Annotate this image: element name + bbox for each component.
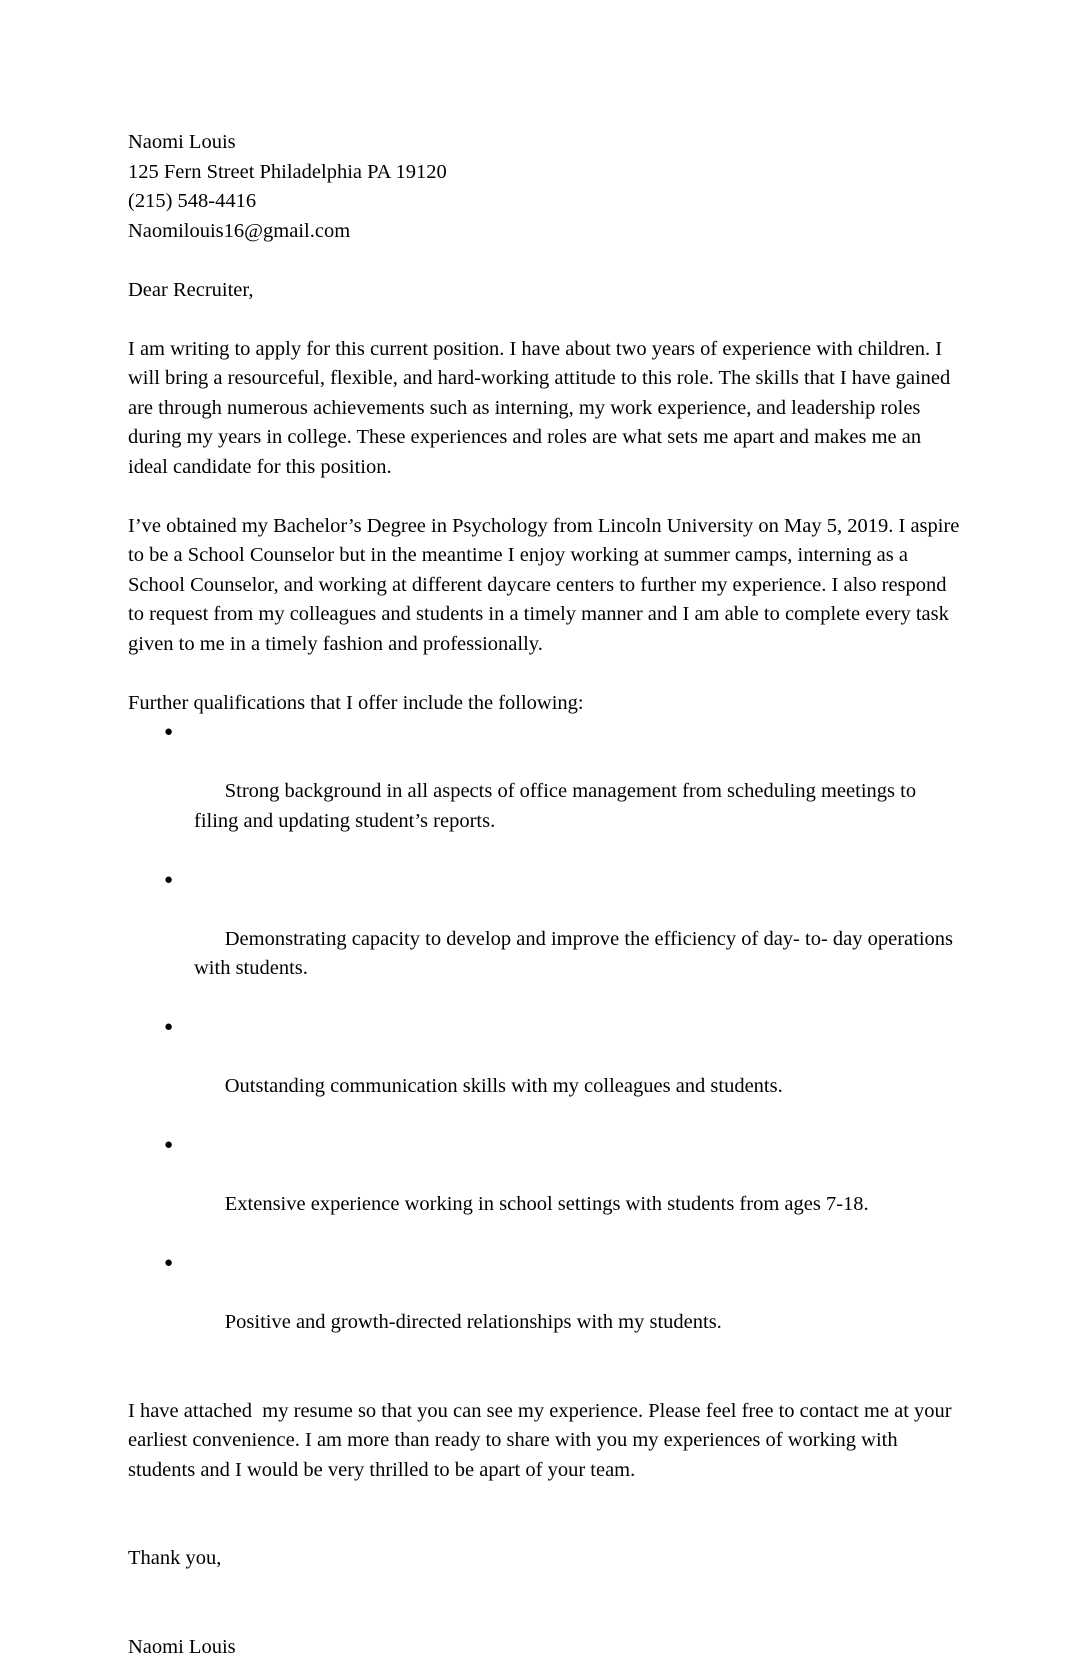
sender-name: Naomi Louis (128, 128, 960, 158)
list-item-text: Strong background in all aspects of office management from scheduling meetings to filing and updating student’s reports. (194, 780, 921, 832)
bullet-icon: ● (164, 1249, 173, 1279)
bullet-icon: ● (164, 1131, 173, 1161)
bullet-icon: ● (164, 718, 173, 748)
list-item (128, 1249, 960, 1367)
list-item-text: Outstanding communication skills with my colleagues and students. (225, 1075, 783, 1097)
valediction: Thank you, (128, 1544, 960, 1574)
sender-phone: (215) 548-4416 (128, 187, 960, 217)
list-item (128, 718, 960, 866)
bullet-icon: ● (164, 1013, 173, 1043)
list-item (128, 1013, 960, 1131)
list-item (128, 1131, 960, 1249)
signature-name: Naomi Louis (128, 1633, 960, 1662)
list-item-text: Positive and growth-directed relationships with my students. (225, 1311, 722, 1333)
list-item-text: Demonstrating capacity to develop and improve the efficiency of day- to- day operations with students. (194, 928, 958, 980)
list-item (128, 866, 960, 1014)
sender-email: Naomilouis16@gmail.com (128, 217, 960, 247)
qualifications-intro: Further qualifications that I offer include the following: (128, 689, 960, 719)
body-paragraph-2: I’ve obtained my Bachelor’s Degree in Psychology from Lincoln University on May 5, 2019. I aspire to be a School Counselor but in the meantime I enjoy working at summer camps, interning as a School Counselor, and working at different daycare centers to further my experience. I also respond to request from my colleagues and students in a timely manner and I am able to complete every task given to me in a timely fashion and professionally. (128, 512, 960, 660)
salutation: Dear Recruiter, (128, 276, 960, 306)
body-paragraph-1: I am writing to apply for this current position. I have about two years of experience with children. I will bring a resourceful, flexible, and hard-working attitude to this role. The skills that I have gained are through numerous achievements such as interning, my work experience, and leadership roles during my years in college. These experiences and roles are what sets me apart and makes me an ideal candidate for this position. (128, 335, 960, 483)
closing-paragraph: I have attached my resume so that you can see my experience. Please feel free to contact me at your earliest convenience. I am more than ready to share with you my experiences of working with students and I would be very thrilled to be apart of your team. (128, 1397, 960, 1486)
list-item-text: Extensive experience working in school settings with students from ages 7-18. (225, 1193, 869, 1215)
sender-address: 125 Fern Street Philadelphia PA 19120 (128, 158, 960, 188)
qualifications-list (128, 718, 960, 1367)
sender-block (128, 128, 960, 246)
bullet-icon: ● (164, 866, 173, 896)
